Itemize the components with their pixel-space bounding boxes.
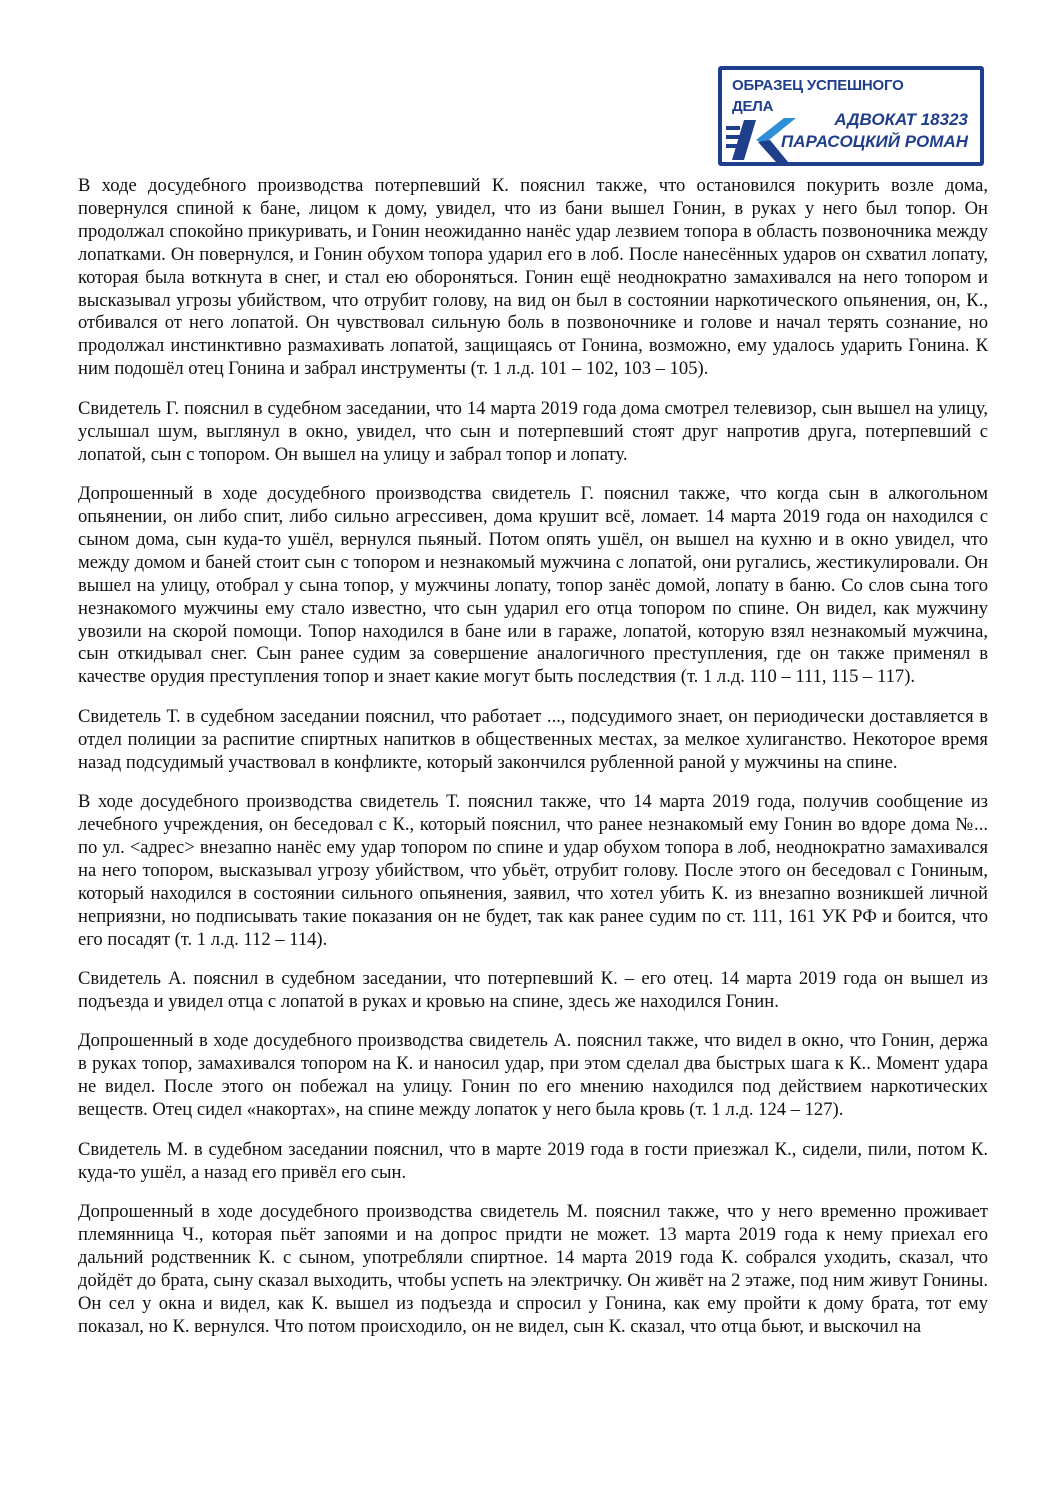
paragraph: Свидетель А. пояснил в судебном заседании, что потерпевший К. – его отец. 14 марта 2019 года он вышел из подъезда и увидел отца с лопатой в руках и кровью на спине, здесь же находился Гонин. [78, 968, 988, 1012]
paragraph: В ходе досудебного производства потерпевший К. пояснил также, что остановился покурить возле дома, повернулся спиной к бане, лицом к дому, увидел, что из бани вышел Гонин, в руках у него был топор. Он продолжал спокойно прикуривать, и Гонин неожиданно нанёс удар лезвием топора в область позвоночника между лопатками. Он повернулся, и Гонин обухом топора ударил его в лоб. После нанесённых ударов он схватил лопату, которая была воткнута в снег, и стал ею обороняться. Гонин ещё неоднократно замахивался на него топором и высказывал угрозы убийством, что отрубит голову, на вид он был в состоянии наркотического опьянения, он, К., отбивался от него лопатой. Он чувствовал сильную боль в позвоночнике и голове и начал терять сознание, но продолжал инстинктивно размахивать лопатой, защищаясь от Гонина, возможно, ему удалось ударить Гонина. К ним подошёл отец Гонина и забрал инструменты (т. 1 л.д. 101 – 102, 103 – 105). [78, 175, 988, 380]
paragraph: Свидетель Г. пояснил в судебном заседании, что 14 марта 2019 года дома смотрел телевизор, сын вышел на улицу, услышал шум, выглянул в окно, увидел, что сын и потерпевший стоят друг напротив друга, потерпевший с лопатой, сын с топором. Он вышел на улицу и забрал топор и лопату. [78, 397, 988, 465]
logo-lawyer-name: ПАРАСОЦКИЙ РОМАН [781, 132, 968, 151]
lawyer-logo [718, 66, 984, 166]
paragraph: Допрошенный в ходе досудебного производства свидетель А. пояснил также, что видел в окно, что Гонин, держа в руках топор, замахивался топором на К. и наносил удар, при этом сделал два быстрых шага к К.. Момент удара не видел. После этого он побежал на улицу. Гонин по его мнению находился под действием наркотических веществ. Отец сидел «накортах», на спине между лопаток у него была кровь (т. 1 л.д. 124 – 127). [78, 1030, 988, 1121]
paragraph: Допрошенный в ходе досудебного производства свидетель М. пояснил также, что у него временно проживает племянница Ч., которая пьёт запоями и на допрос придти не может. 13 марта 2019 года к нему приехал его дальний родственник К. с сыном, употребляли спиртное. 14 марта 2019 года К. собрался уходить, сказал, что дойдёт до брата, сыну сказал выходить, чтобы успеть на электричку. Он живёт на 2 этаже, под ним живут Гонины. Он сел у окна и видел, как К. вышел из подъезда и спросил у Гонина, как ему пройти к дому брата, тот ему показал, но К. вернулся. Что потом происходило, он не видел, сын К. сказал, что отца бьют, и выскочил на [78, 1201, 988, 1337]
paragraph: В ходе досудебного производства свидетель Т. пояснил также, что 14 марта 2019 года, получив сообщение из лечебного учреждения, он беседовал с К., который пояснил, что ранее незнакомый ему Гонин во вдоре дома №... по ул. <адрес> внезапно нанёс ему удар топором по спине и удар обухом топора в лоб, неоднократно замахивался на него топором, высказывал угрозу убийством, что убьёт, отрубит голову. После этого он беседовал с Гониным, который находился в состоянии сильного опьянения, заявил, что хотел убить К. из внезапно возникшей личной неприязни, но подписывать такие показания он не будет, так как ранее судим по ст. 111, 161 УК РФ и боится, что его посадят (т. 1 л.д. 112 – 114). [78, 791, 988, 950]
logo-lawyer-number: АДВОКАТ 18323 [834, 110, 968, 129]
paragraph: Свидетель Т. в судебном заседании пояснил, что работает ..., подсудимого знает, он периодически доставляется в отдел полиции за распитие спиртных напитков в общественных местах, за мелкое хулиганство. Некоторое время назад подсудимый участвовал в конфликте, который закончился рубленной раной у мужчины на спине. [78, 705, 988, 773]
paragraph: Свидетель М. в судебном заседании пояснил, что в марте 2019 года в гости приезжал К., сидели, пили, потом К. куда-то ушёл, а назад его привёл его сын. [78, 1138, 988, 1183]
logo-title: ОБРАЗЕЦ УСПЕШНОГО ДЕЛА [732, 77, 904, 115]
paragraph: Допрошенный в ходе досудебного производства свидетель Г. пояснил также, что когда сын в алкогольном опьянении, он либо спит, либо сильно агрессивен, дома крушит всё, ломает. 14 марта 2019 года он находился с сыном дома, сын куда-то ушёл, вернулся пьяный. Потом опять ушёл, он вышел на кухню и в окно увидел, что между домом и баней стоит сын с топором и незнакомый мужчина с лопатой, они ругались, жестикулировали. Он вышел на улицу, отобрал у сына топор, у мужчины лопату, топор занёс домой, лопату в баню. Со слов сына того незнакомого мужчины ему стало известно, что сын ударил его отца топором по спине. Он видел, как мужчину увозили на скорой помощи. Топор находился в бане или в гараже, лопатой, которую взял незнакомый мужчина, сын откидывал снег. Сын ранее судим за совершение аналогичного преступления, где он также применял в качестве орудия преступления топор и знает какие могут быть последствия (т. 1 л.д. 110 – 111, 115 – 117). [78, 483, 988, 688]
document-body [78, 175, 988, 1355]
